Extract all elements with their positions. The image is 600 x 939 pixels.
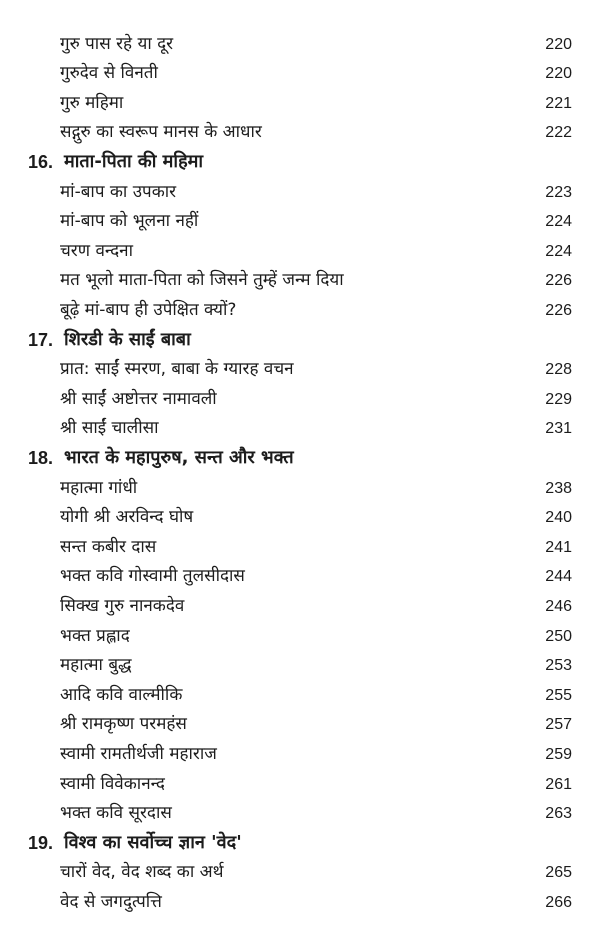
page-number: 259 bbox=[545, 745, 572, 763]
chapter-number: 19. bbox=[28, 832, 54, 853]
toc-entry bbox=[0, 767, 600, 797]
chapter-heading bbox=[0, 323, 600, 353]
toc-entry bbox=[0, 856, 600, 886]
chapter-number: 16. bbox=[28, 151, 54, 172]
entry-title: स्वामी रामतीर्थजी महाराज bbox=[60, 743, 217, 764]
entry-title: भक्त प्रह्लाद bbox=[60, 625, 130, 646]
entry-title: गुरुदेव से विनती bbox=[60, 63, 158, 84]
chapter-title: माता-पिता की महिमा bbox=[64, 150, 204, 172]
entry-title: मां-बाप को भूलना नहीं bbox=[60, 211, 199, 232]
entry-title: गुरु पास रहे या दूर bbox=[60, 33, 174, 54]
page-number: 263 bbox=[545, 805, 572, 823]
toc-entry bbox=[0, 175, 600, 205]
toc-entry bbox=[0, 737, 600, 767]
page-number: 241 bbox=[545, 538, 572, 556]
toc-entry bbox=[0, 57, 600, 87]
toc-entry bbox=[0, 589, 600, 619]
page-number: 226 bbox=[545, 272, 572, 290]
toc-entry bbox=[0, 471, 600, 501]
page-number: 265 bbox=[545, 864, 572, 882]
page-number: 257 bbox=[545, 716, 572, 734]
entry-title: मत भूलो माता-पिता को जिसने तुम्हें जन्म दिया bbox=[60, 270, 344, 291]
toc-entry bbox=[0, 116, 600, 146]
toc-entry bbox=[0, 649, 600, 679]
chapter-number: 17. bbox=[28, 329, 54, 350]
entry-title: चारों वेद, वेद शब्द का अर्थ bbox=[60, 862, 224, 883]
toc-entry bbox=[0, 678, 600, 708]
entry-title: सन्त कबीर दास bbox=[60, 536, 157, 557]
toc-entry bbox=[0, 86, 600, 116]
page-number: 244 bbox=[545, 568, 572, 586]
chapter-heading bbox=[0, 441, 600, 471]
toc-entry bbox=[0, 708, 600, 738]
page-number: 231 bbox=[545, 420, 572, 438]
toc-entry bbox=[0, 885, 600, 915]
chapter-title: भारत के महापुरुष, सन्त और भक्त bbox=[64, 446, 294, 468]
entry-title: आदि कवि वाल्मीकि bbox=[60, 684, 183, 705]
entry-title: प्रात: साईं स्मरण, बाबा के ग्यारह वचन bbox=[60, 359, 294, 380]
page-number: 228 bbox=[545, 361, 572, 379]
toc-entry bbox=[0, 264, 600, 294]
entry-title: स्वामी विवेकानन्द bbox=[60, 773, 165, 794]
entry-title: गुरु महिमा bbox=[60, 92, 124, 113]
page-number: 224 bbox=[545, 213, 572, 231]
toc-entry bbox=[0, 530, 600, 560]
toc-entry bbox=[0, 619, 600, 649]
toc-entry bbox=[0, 353, 600, 383]
toc-entry bbox=[0, 234, 600, 264]
page-number: 220 bbox=[545, 65, 572, 83]
toc-entry bbox=[0, 293, 600, 323]
page-number: 250 bbox=[545, 627, 572, 645]
page-number: 246 bbox=[545, 597, 572, 615]
entry-title: मां-बाप का उपकार bbox=[60, 181, 177, 202]
entry-title: वेद से जगदुत्पत्ति bbox=[60, 891, 162, 912]
chapter-heading bbox=[0, 826, 600, 856]
chapter-title: शिरडी के साईं बाबा bbox=[64, 328, 191, 350]
page-number: 221 bbox=[545, 94, 572, 112]
page-number: 261 bbox=[545, 775, 572, 793]
entry-title: सिक्ख गुरु नानकदेव bbox=[60, 595, 185, 616]
entry-title: योगी श्री अरविन्द घोष bbox=[60, 507, 194, 528]
entry-title: श्री रामकृष्ण परमहंस bbox=[60, 714, 187, 735]
entry-title: चरण वन्दना bbox=[60, 240, 134, 261]
entry-title: बूढ़े मां-बाप ही उपेक्षित क्यों? bbox=[60, 299, 237, 320]
entry-title: श्री साईं चालीसा bbox=[60, 418, 159, 439]
toc-entry bbox=[0, 797, 600, 827]
entry-title: महात्मा गांधी bbox=[60, 477, 138, 498]
page-number: 223 bbox=[545, 183, 572, 201]
toc-entry bbox=[0, 205, 600, 235]
entry-title: श्री साईं अष्टोत्तर नामावली bbox=[60, 388, 217, 409]
entry-title: सद्गुरु का स्वरूप मानस के आधार bbox=[60, 122, 262, 143]
chapter-heading bbox=[0, 145, 600, 175]
page-number: 240 bbox=[545, 509, 572, 527]
page-number: 266 bbox=[545, 893, 572, 911]
toc-entry bbox=[0, 560, 600, 590]
toc-entry bbox=[0, 27, 600, 57]
page-number: 226 bbox=[545, 301, 572, 319]
chapter-number: 18. bbox=[28, 447, 54, 468]
page-number: 255 bbox=[545, 686, 572, 704]
chapter-title: विश्व का सर्वोच्च ज्ञान 'वेद' bbox=[64, 831, 242, 853]
page-number: 220 bbox=[545, 35, 572, 53]
toc-entry bbox=[0, 382, 600, 412]
page-number: 229 bbox=[545, 390, 572, 408]
page-number: 253 bbox=[545, 657, 572, 675]
entry-title: भक्त कवि सूरदास bbox=[60, 803, 172, 824]
page-number: 238 bbox=[545, 479, 572, 497]
entry-title: महात्मा बुद्ध bbox=[60, 655, 132, 676]
page-number: 222 bbox=[545, 124, 572, 142]
toc-entry bbox=[0, 412, 600, 442]
entry-title: भक्त कवि गोस्वामी तुलसीदास bbox=[60, 566, 245, 587]
toc-entry bbox=[0, 501, 600, 531]
page-number: 224 bbox=[545, 242, 572, 260]
